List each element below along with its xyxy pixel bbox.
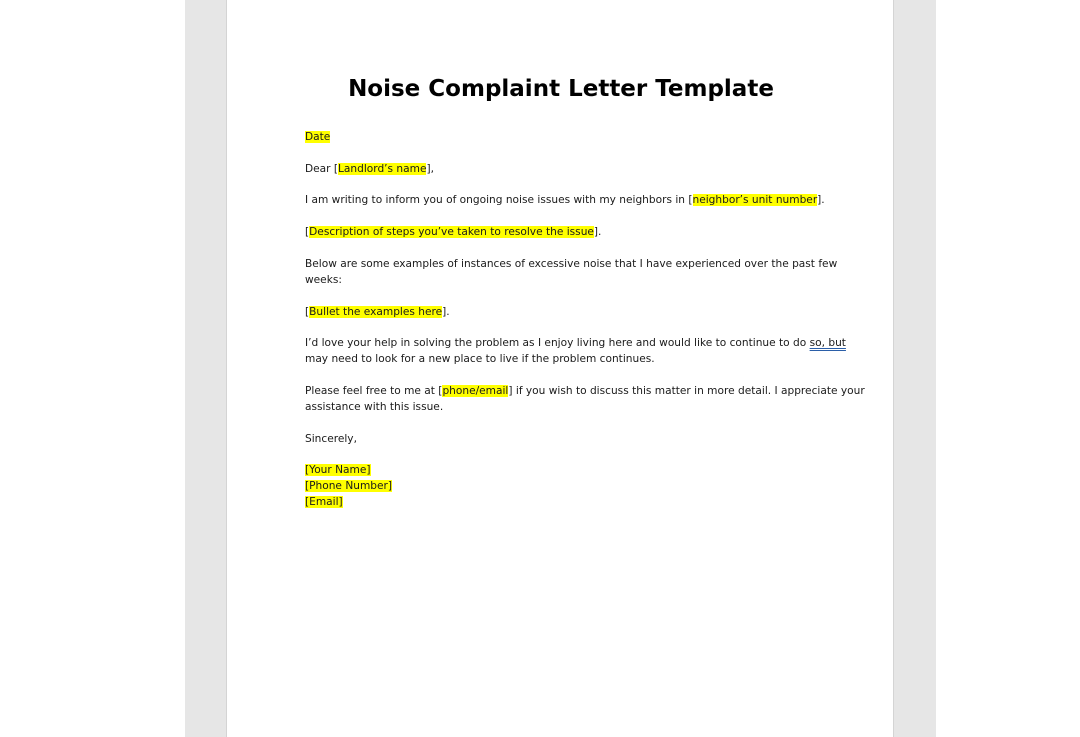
help-line-2: may need to look for a new place to live if the problem continues.: [305, 353, 655, 365]
paragraph-examples-line-2: [305, 272, 821, 288]
greeting-prefix: Dear [: [305, 163, 339, 175]
signature-phone-line: [305, 478, 821, 494]
unit-number-placeholder: neighbor’s unit number: [692, 194, 818, 206]
signature-name-line: [305, 462, 821, 478]
examples-line-1: Below are some examples of instances of excessive noise that I have experienced over the past few: [305, 258, 838, 270]
paragraph-contact-line-1: [305, 383, 865, 399]
phone-email-placeholder: phone/email: [442, 385, 509, 397]
paragraph-contact-line-2: [305, 399, 821, 415]
date-line: [305, 129, 821, 145]
paragraph-examples-line-1: [305, 256, 838, 272]
intro-prefix: I am writing to inform you of ongoing noise issues with my neighbors in [: [305, 194, 693, 206]
bullets-suffix: ].: [442, 306, 450, 318]
steps-placeholder: Description of steps you’ve taken to resolve the issue: [309, 226, 594, 238]
greeting-suffix: ],: [426, 163, 434, 175]
steps-suffix: ].: [593, 226, 602, 238]
document-title: Noise Complaint Letter Template: [348, 76, 774, 102]
intro-suffix: ].: [817, 194, 825, 206]
examples-line-2: weeks:: [305, 274, 342, 286]
steps-prefix: [: [305, 226, 310, 238]
paragraph-bullets: [305, 304, 821, 320]
signature-email-placeholder: [Email]: [305, 496, 343, 508]
paragraph-intro: [305, 192, 825, 208]
closing-line: [305, 431, 821, 447]
paragraph-steps: [305, 224, 821, 240]
contact-line-2: assistance with this issue.: [305, 401, 444, 413]
bullets-prefix: [: [305, 306, 310, 318]
bullets-placeholder: Bullet the examples here: [309, 306, 443, 318]
contact-prefix: Please feel free to me at [: [305, 385, 443, 397]
signature-email-line: [305, 494, 821, 510]
date-placeholder: Date: [305, 131, 331, 143]
paragraph-help-line-2: [305, 351, 821, 367]
closing: Sincerely,: [305, 433, 357, 445]
signature-name-placeholder: [Your Name]: [305, 464, 371, 476]
greeting-line: [305, 161, 821, 177]
grammar-flagged-text[interactable]: so, but: [809, 337, 846, 349]
signature-phone-placeholder: [Phone Number]: [305, 480, 393, 492]
landlord-name-placeholder: Landlord’s name: [338, 163, 427, 175]
help-line-1-prefix: I’d love your help in solving the problem as I enjoy living here and would like to continue to do: [305, 337, 810, 349]
contact-suffix: ] if you wish to discuss this matter in more detail. I appreciate your: [508, 385, 865, 397]
document-page[interactable]: [226, 0, 894, 737]
paragraph-help-line-1: [305, 335, 846, 351]
